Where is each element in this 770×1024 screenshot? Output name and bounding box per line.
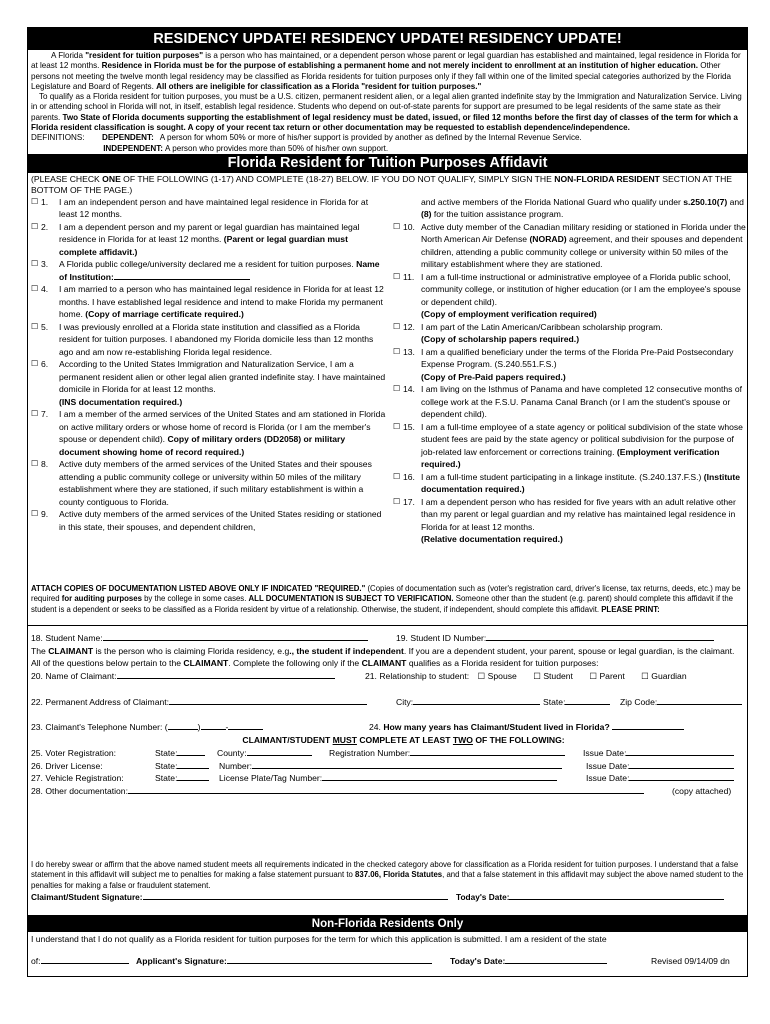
non-florida-section: I understand that I do not qualify as a Florida resident for tuition purposes for the term for which this application is submitted. I am a resident of the state of: Applicant's Signature: Today's Date: Revised 09/14/09 dn bbox=[28, 932, 747, 968]
oath-statement: I do hereby swear or affirm that the above named student meets all requirements indicated in the checked category above for classification as a Florida resident for tuition purposes. I understand that a false statement in this affidavit will subject me to penalties for making a false statement pursuant to 837.06, Florida Statutes, and that a false statement in this affidavit may subject the above named student to the penalties for making a false or fraudulent statement. Claimant/Student Signature: Today's Date: bbox=[28, 860, 747, 905]
checkbox-17[interactable]: ☐ bbox=[393, 496, 401, 506]
definition-independent: INDEPENDENT: A person who provides more than 50% of his/her own support. bbox=[103, 143, 389, 153]
checkbox-2[interactable]: ☐ bbox=[31, 221, 39, 231]
intro-section bbox=[28, 50, 747, 154]
vehicle-state-field[interactable] bbox=[177, 772, 209, 781]
category-item-8: ☐ 8. Active duty members of the armed services of the United States and their spouses attending a public community college or university within 50 miles of the military establishment where they are stationed, if such military establishment is within a county contiguous to Florida. bbox=[31, 459, 372, 507]
student-name-field[interactable] bbox=[103, 632, 368, 641]
definition-dependent: DEFINITIONS: DEPENDENT: A person for whom 50% or more of his/her support is provided by another as defined by the Internal Revenue Service. bbox=[31, 133, 582, 143]
checkbox-6[interactable]: ☐ bbox=[31, 359, 39, 369]
checkbox-16[interactable]: ☐ bbox=[393, 471, 401, 481]
category-item-2: ☐ 2. I am a dependent person and my parent or legal guardian has maintained legal residence in Florida for at least 12 months. (Parent or legal guardian must complete affidavit.) bbox=[31, 221, 360, 257]
applicant-signature-field[interactable] bbox=[227, 955, 432, 964]
checkbox-1[interactable]: ☐ bbox=[31, 196, 39, 206]
intro-paragraph-1: A Florida "resident for tuition purposes" is a person who has maintained, or a dependent person whose parent or legal guardian has established and maintained, legal residence in Florida for at least 12 months. Residence in Florida must be for the purpose of establishing a permanent home and not merely incident to enrollment at an institution of higher education. Other persons not meeting the twelve month legal residency may be classified as Florida residents for tuition purposes only if they fall within one of the limited special categories authorized by the Florida Legislature and Board of Regents. All others are ineligible for classification as a Florida "resident for tuition purposes." bbox=[31, 51, 741, 91]
category-checklist bbox=[28, 196, 747, 582]
row-22: 22. Permanent Address of Claimant: City: State: Zip Code: bbox=[31, 696, 744, 709]
checkbox-8[interactable]: ☐ bbox=[31, 459, 39, 469]
relationship-student-option[interactable]: ☐ Student bbox=[533, 671, 573, 682]
claimant-name-field[interactable] bbox=[117, 670, 335, 679]
license-issue-date-field[interactable] bbox=[629, 760, 734, 769]
state-field[interactable] bbox=[565, 696, 610, 705]
voter-county-field[interactable] bbox=[247, 747, 312, 756]
category-item-17: ☐ 17. I am a dependent person who has resided for five years with an adult relative other than my parent or legal guardian and my relative has maintained legal residence in Florida for at least 12 months. (Relative documentation required.) bbox=[393, 496, 736, 545]
checkbox-15[interactable]: ☐ bbox=[393, 421, 401, 431]
row-26: 26. Driver License: State: Number: Issue Date: bbox=[31, 760, 744, 773]
row-20-21: 20. Name of Claimant: 21. Relationship to student: ☐ Spouse ☐ Student ☐ Parent ☐ Guardian bbox=[31, 671, 687, 682]
checkbox-4[interactable]: ☐ bbox=[31, 284, 39, 294]
license-plate-field[interactable] bbox=[322, 772, 557, 781]
years-in-florida-field[interactable] bbox=[612, 721, 684, 730]
category-item-10: ☐ 10. Active duty member of the Canadian military residing or stationed in Florida under the North American Air Defense (NORAD) agreement, and their spouses and dependent children, attending a public community college or university within 50 miles of the military establishment where they are stationed. bbox=[393, 221, 746, 270]
documentation-notice: ATTACH COPIES OF DOCUMENTATION LISTED ABOVE ONLY IF INDICATED "REQUIRED." (Copies of documentation such as (voter's registration card, driver's license, tax returns, deeds, etc.) may be required for auditing purposes by the college in some cases. ALL DOCUMENTATION IS SUBJECT TO VERIFICATION. Someone other than the student (e.g. parent) should complete this affidavit if the student is a dependent or seeks to be classified as a Florida resident by virtue of a relationship. Otherwise, the student, if independent, should complete this affidavit. PLEASE PRINT: bbox=[28, 582, 747, 626]
affidavit-title: Florida Resident for Tuition Purposes Affidavit bbox=[28, 154, 747, 173]
relationship-spouse-option[interactable]: ☐ Spouse bbox=[477, 671, 517, 682]
checkbox-11[interactable]: ☐ bbox=[393, 271, 401, 281]
checkbox-12[interactable]: ☐ bbox=[393, 321, 401, 331]
student-id-field[interactable] bbox=[486, 632, 714, 641]
vehicle-issue-date-field[interactable] bbox=[629, 772, 734, 781]
category-item-13: ☐ 13. I am a qualified beneficiary under the terms of the Florida Pre-Paid Postsecondary Expense Program. (S.240.551.F.S.) (Copy of Pre-Paid papers required.) bbox=[393, 346, 734, 382]
category-item-15: ☐ 15. I am a full-time employee of a state agency or political subdivision of the state whose student fees are paid by the state agency or political subdivision for the purpose of job-related law enforcement or corrections training. (Employment verification required.) bbox=[393, 421, 743, 470]
category-item-14: ☐ 14. I am living on the Isthmus of Panama and have completed 12 consecutive months of college work at the F.S.U. Panama Canal Branch (or I am the student's spouse or dependent child). bbox=[393, 384, 743, 420]
license-number-field[interactable] bbox=[252, 760, 562, 769]
instructions: (PLEASE CHECK ONE OF THE FOLLOWING (1-17) AND COMPLETE (18-27) BELOW. IF YOU DO NOT QUALIFY, SIMPLY SIGN THE NON-FLORIDA RESIDENT SECTION AT THE BOTTOM OF THE PAGE.) bbox=[31, 173, 733, 195]
license-state-field[interactable] bbox=[177, 760, 209, 769]
category-item-1: ☐ 1. I am an independent person and have maintained legal residence in Florida for at least 12 months. bbox=[31, 196, 369, 220]
other-documentation-field[interactable] bbox=[128, 785, 644, 794]
state-of-residence-field[interactable] bbox=[41, 955, 129, 964]
non-florida-title: Non-Florida Residents Only bbox=[28, 915, 747, 932]
checkbox-14[interactable]: ☐ bbox=[393, 384, 401, 394]
checkbox-9[interactable]: ☐ bbox=[31, 509, 39, 519]
row-25: 25. Voter Registration: State: County: Registration Number: Issue Date: bbox=[31, 747, 744, 760]
claimant-address-field[interactable] bbox=[169, 696, 367, 705]
relationship-guardian-option[interactable]: ☐ Guardian bbox=[641, 671, 687, 682]
phone-area-code-field[interactable] bbox=[168, 721, 198, 730]
voter-registration-number-field[interactable] bbox=[410, 747, 565, 756]
category-item-16: ☐ 16. I am a full-time student participating in a linkage institute. (S.240.137.F.S.) (Institute documentation required.) bbox=[393, 471, 741, 495]
checkbox-5[interactable]: ☐ bbox=[31, 321, 39, 331]
claimant-date-field[interactable] bbox=[509, 891, 724, 900]
zip-code-field[interactable] bbox=[657, 696, 742, 705]
category-item-12: ☐ 12. I am part of the Latin American/Caribbean scholarship program. (Copy of scholarship papers required.) bbox=[393, 321, 663, 345]
phone-line-field[interactable] bbox=[228, 721, 263, 730]
row-18-19: 18. Student Name: 19. Student ID Number: bbox=[31, 632, 744, 645]
intro-paragraph-2: To qualify as a Florida resident for tuition purposes, you must be a U.S. citizen, permanent resident alien, or a legal alien granted indefinite stay by the Immigration and Naturalization Service. Living in or attending school in Florida will not, in itself, establish legal residence. Students who depend on out-of-state parents for support are presumed to be legal residents of the same state as their parents. Two State of Florida documents supporting the establishment of legal residency must be dated, issued, or filed 12 months before the first day of classes of the term for which a Florida resident classification is sought. A copy of your recent tax return or other documentation may be requested to establish dependence/independence. bbox=[31, 92, 742, 133]
checkbox-7[interactable]: ☐ bbox=[31, 409, 39, 419]
voter-state-field[interactable] bbox=[177, 747, 205, 756]
category-item-9-continued: and active members of the Florida National Guard who qualify under s.250.10(7) and (8) for the tuition assistance program. bbox=[421, 196, 744, 220]
category-item-3: ☐ 3. A Florida public college/university declared me a resident for tuition purposes. Name of Institution: bbox=[31, 259, 380, 282]
checkbox-13[interactable]: ☐ bbox=[393, 346, 401, 356]
applicant-date-field[interactable] bbox=[505, 955, 607, 964]
city-field[interactable] bbox=[413, 696, 540, 705]
must-complete-notice: CLAIMANT/STUDENT MUST COMPLETE AT LEAST TWO OF THE FOLLOWING: bbox=[242, 735, 565, 746]
row-23-24: 23. Claimant's Telephone Number: ( ) - 24. How many years has Claimant/Student lived in Florida? bbox=[31, 721, 744, 734]
category-item-6: ☐ 6. According to the United States Immigration and Naturalization Service, I am a permanent resident alien or other legal alien granted indefinite stay. I have maintained domicile in Florida for at least 12 months. (INS documentation required.) bbox=[31, 359, 386, 407]
checklist-right-column bbox=[387, 196, 747, 582]
claimant-signature-row: Claimant/Student Signature: Today's Date: bbox=[31, 891, 744, 905]
checkbox-10[interactable]: ☐ bbox=[393, 221, 401, 231]
phone-prefix-field[interactable] bbox=[201, 721, 226, 730]
category-item-4: ☐ 4. I am married to a person who has maintained legal residence in Florida for at least 12 months. I have established legal residence and intend to make Florida my permanent home. (Copy of marriage certificate required.) bbox=[31, 284, 384, 320]
checklist-left-column bbox=[28, 196, 387, 582]
applicant-signature-row: of: Applicant's Signature: Today's Date: Revised 09/14/09 dn bbox=[31, 955, 730, 966]
residency-update-banner: RESIDENCY UPDATE! RESIDENCY UPDATE! RESIDENCY UPDATE! bbox=[28, 28, 747, 50]
affidavit-form bbox=[27, 27, 748, 977]
claimant-explanation: The CLAIMANT is the person who is claiming Florida residency, e.g., the student if independent. If you are a dependent student, your parent, spouse or legal guardian, is the claimant. All of the questions below pertain to the CLAIMANT. Complete the following only if the CLAIMANT qualifies as a Florida resident for tuition purposes: bbox=[31, 645, 735, 669]
row-27: 27. Vehicle Registration: State: License Plate/Tag Number: Issue Date: bbox=[31, 772, 744, 785]
category-item-7: ☐ 7. I am a member of the armed services of the United States and am stationed in Florida on active military orders or whose home of record is Florida (or I am the member's spouse or dependent child). Copy of military orders (DD2058) or military document showing home of record required.) bbox=[31, 409, 386, 457]
institution-name-field[interactable] bbox=[114, 271, 250, 280]
relationship-parent-option[interactable]: ☐ Parent bbox=[589, 671, 625, 682]
claimant-fields bbox=[28, 626, 747, 860]
row-28: 28. Other documentation: (copy attached) bbox=[31, 785, 732, 796]
category-item-9: ☐ 9. Active duty members of the armed services of the United States residing or stationed in this state, their spouses, and dependent children, bbox=[31, 509, 382, 532]
category-item-5: ☐ 5. I was previously enrolled at a Florida state institution and classified as a Florida resident for tuition purposes. I abandoned my Florida domicile less than 12 months ago and am now re-establishing Florida legal residence. bbox=[31, 321, 374, 357]
category-item-11: ☐ 11. I am a full-time instructional or administrative employee of a Florida public school, community college, or institution of higher education (or I am the employee's spouse or dependent child). (Copy of employment verification required) bbox=[393, 271, 741, 320]
voter-issue-date-field[interactable] bbox=[626, 747, 734, 756]
checkbox-3[interactable]: ☐ bbox=[31, 259, 39, 269]
claimant-signature-field[interactable] bbox=[143, 891, 448, 900]
